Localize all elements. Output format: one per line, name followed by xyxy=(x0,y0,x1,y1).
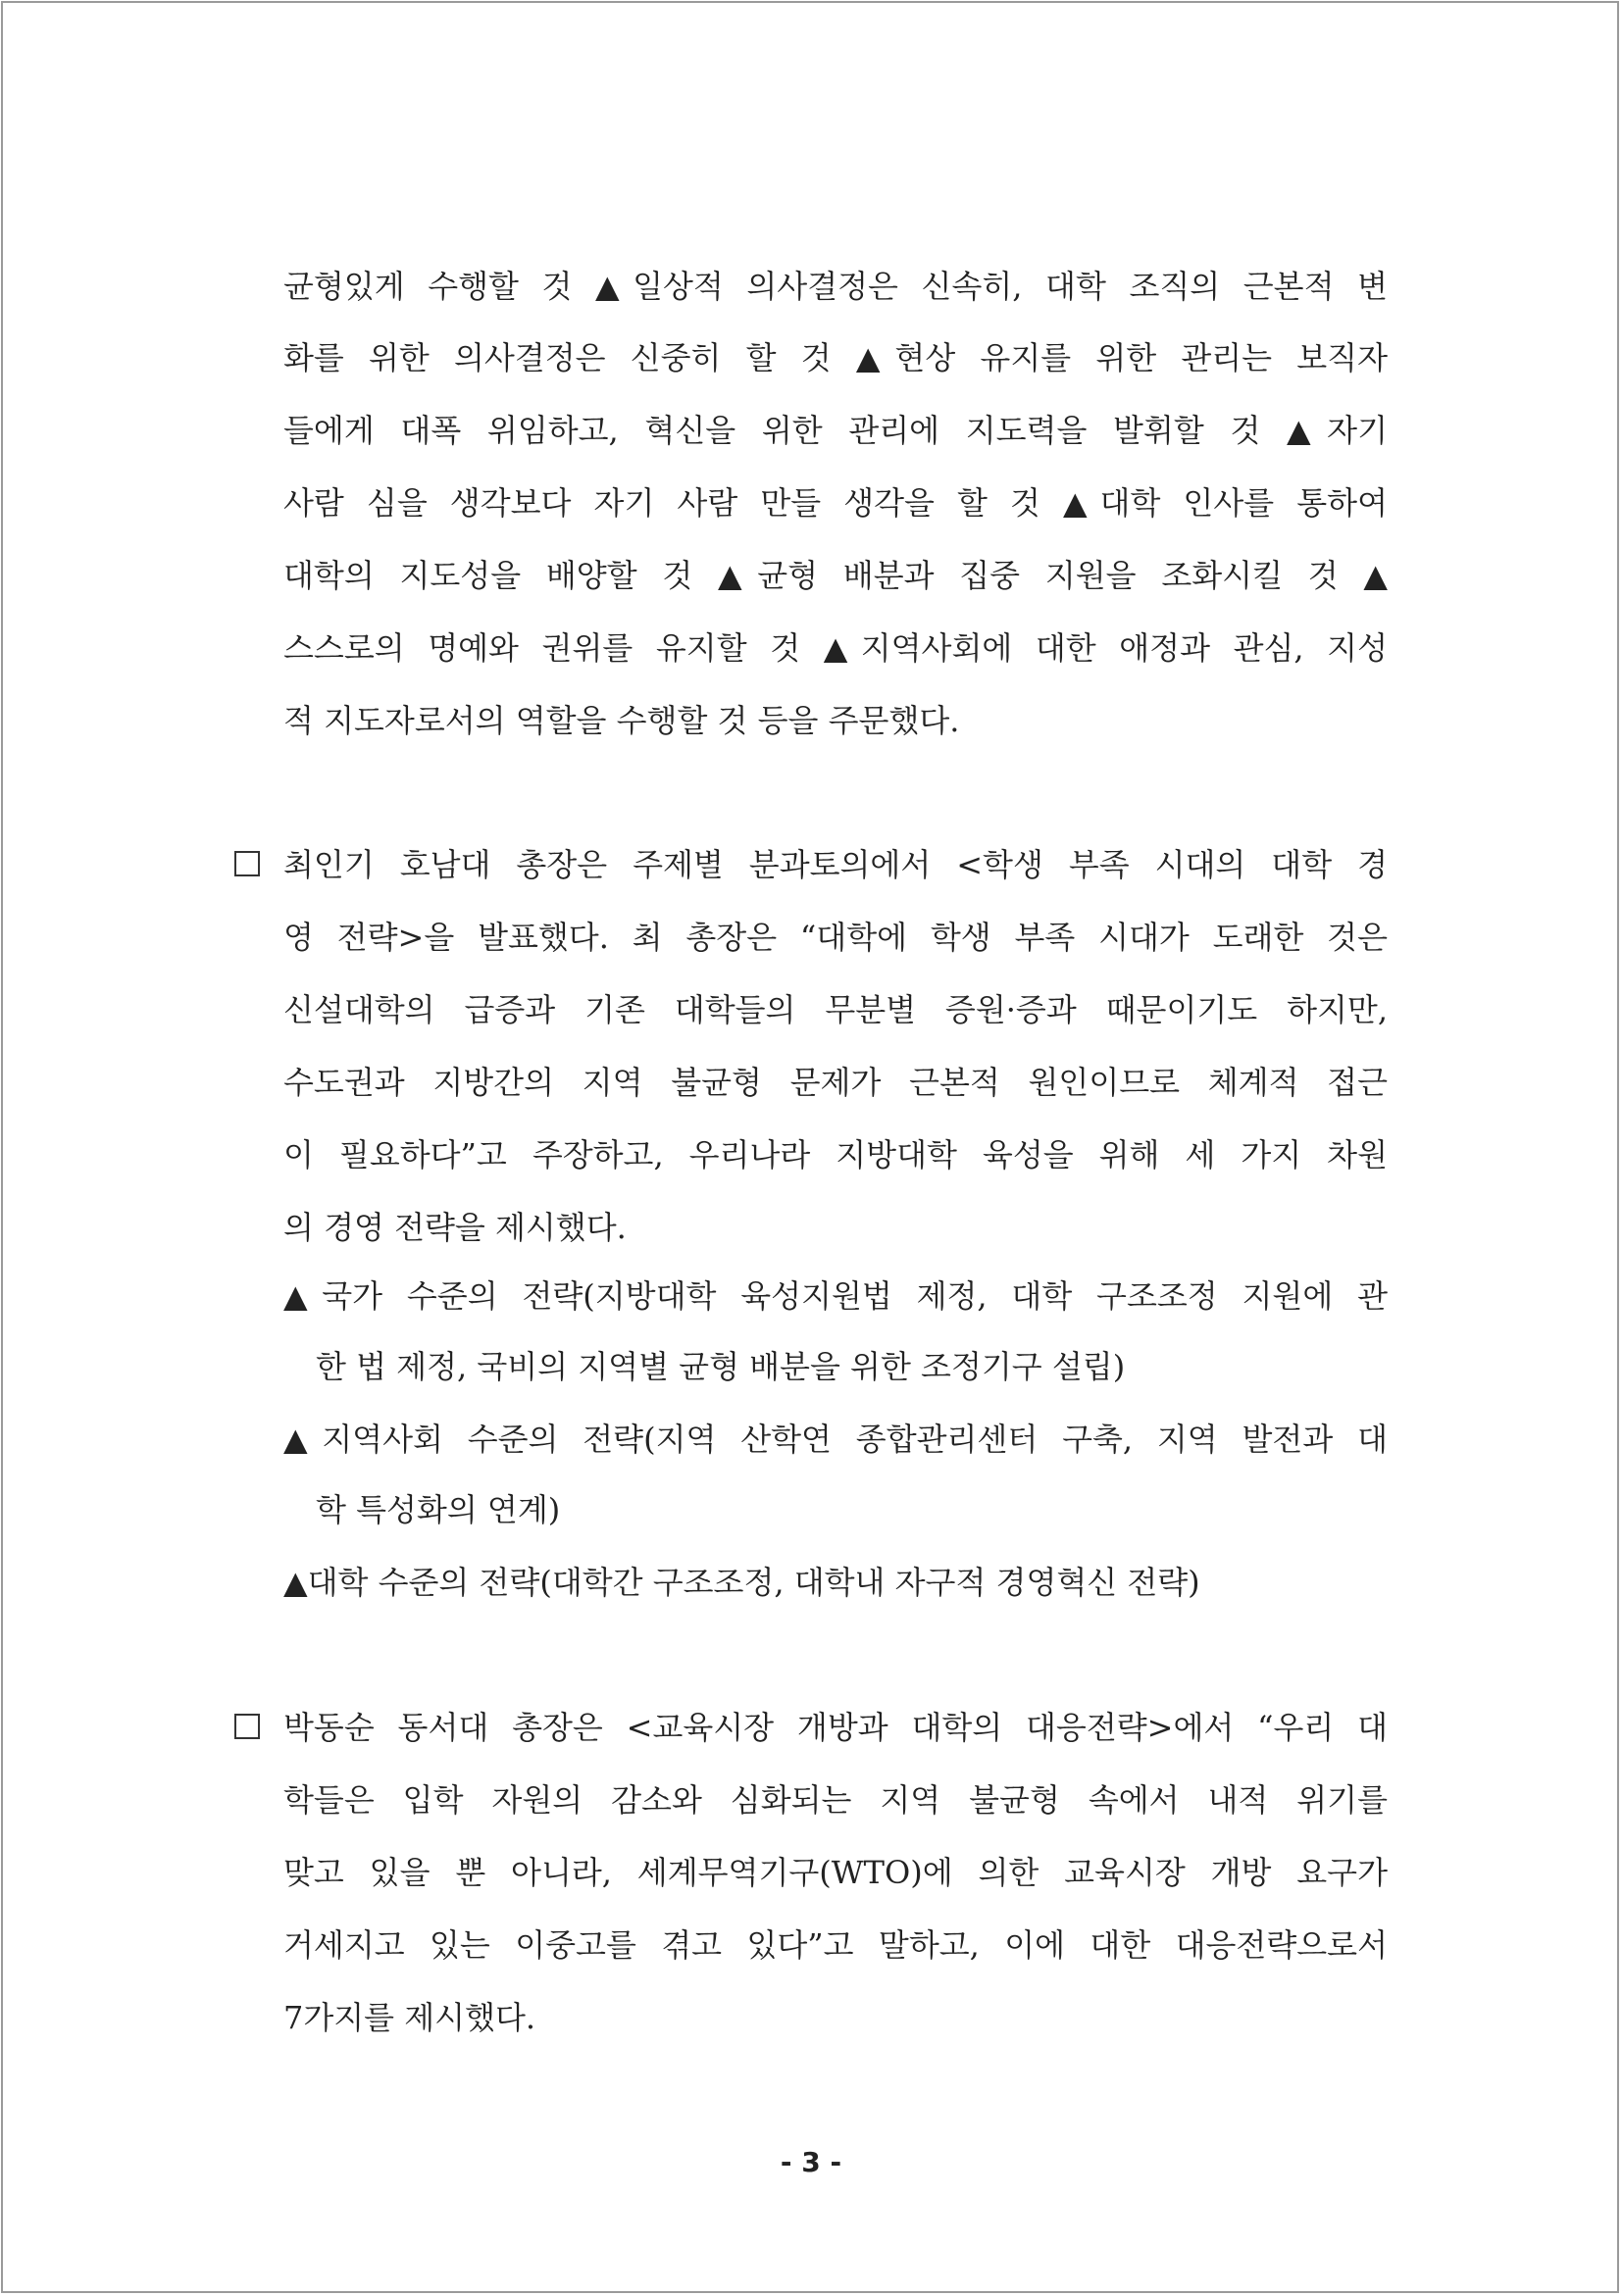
paragraph-line: 수도권과 지방간의 지역 불균형 문제가 근본적 원인이므로 체계적 접근 xyxy=(283,1064,1388,1101)
paragraph-line: 최인기 호남대 총장은 주제별 분과토의에서 <학생 부족 시대의 대학 경 xyxy=(283,846,1388,883)
paragraph-line: 거세지고 있는 이중고를 겪고 있다”고 말하고, 이에 대한 대응전략으로서 xyxy=(283,1926,1388,1964)
paragraph-line: 스스로의 명예와 권위를 유지할 것 ▲지역사회에 대한 애정과 관심, 지성 xyxy=(283,629,1388,667)
strategy-item-line: 학 특성화의 연계) xyxy=(316,1491,561,1528)
paragraph-line: 대학의 지도성을 배양할 것 ▲균형 배분과 집중 지원을 조화시킬 것 ▲ xyxy=(283,557,1388,594)
paragraph-line: 7가지를 제시했다. xyxy=(283,1999,536,2036)
paragraph-line: 들에게 대폭 위임하고, 혁신을 위한 관리에 지도력을 발휘할 것 ▲자기 xyxy=(283,412,1388,449)
paragraph-line: 이 필요하다”고 주장하고, 우리나라 지방대학 육성을 위해 세 가지 차원 xyxy=(283,1136,1388,1173)
strategy-item-line: ▲대학 수준의 전략(대학간 구조조정, 대학내 자구적 경영혁신 전략) xyxy=(283,1564,1200,1601)
paragraph-line: 신설대학의 급증과 기존 대학들의 무분별 증원·증과 때문이기도 하지만, xyxy=(283,991,1388,1028)
paragraph-line: 균형있게 수행할 것 ▲일상적 의사결정은 신속히, 대학 조직의 근본적 변 xyxy=(283,268,1388,305)
checkbox-bullet-icon xyxy=(234,1714,260,1739)
strategy-item-line: ▲국가 수준의 전략(지방대학 육성지원법 제정, 대학 구조조정 지원에 관 xyxy=(283,1277,1388,1315)
paragraph-line: 의 경영 전략을 제시했다. xyxy=(283,1209,627,1246)
paragraph-line: 박동순 동서대 총장은 <교육시장 개방과 대학의 대응전략>에서 “우리 대 xyxy=(283,1709,1388,1746)
strategy-item-line: 한 법 제정, 국비의 지역별 균형 배분을 위한 조정기구 설립) xyxy=(316,1348,1126,1385)
strategy-item-line: ▲지역사회 수준의 전략(지역 산학연 종합관리센터 구축, 지역 발전과 대 xyxy=(283,1421,1388,1458)
paragraph-line: 영 전략>을 발표했다. 최 총장은 “대학에 학생 부족 시대가 도래한 것은 xyxy=(283,919,1388,956)
paragraph-line: 맞고 있을 뿐 아니라, 세계무역기구(WTO)에 의한 교육시장 개방 요구가 xyxy=(283,1854,1388,1891)
paragraph-line: 화를 위한 의사결정은 신중히 할 것 ▲현상 유지를 위한 관리는 보직자 xyxy=(283,339,1388,376)
page-number: - 3 - xyxy=(780,2146,842,2178)
checkbox-bullet-icon xyxy=(234,851,260,876)
paragraph-line: 사람 심을 생각보다 자기 사람 만들 생각을 할 것 ▲대학 인사를 통하여 xyxy=(283,484,1388,522)
paragraph-line: 적 지도자로서의 역할을 수행할 것 등을 주문했다. xyxy=(283,702,960,739)
paragraph-line: 학들은 입학 자원의 감소와 심화되는 지역 불균형 속에서 내적 위기를 xyxy=(283,1781,1388,1819)
